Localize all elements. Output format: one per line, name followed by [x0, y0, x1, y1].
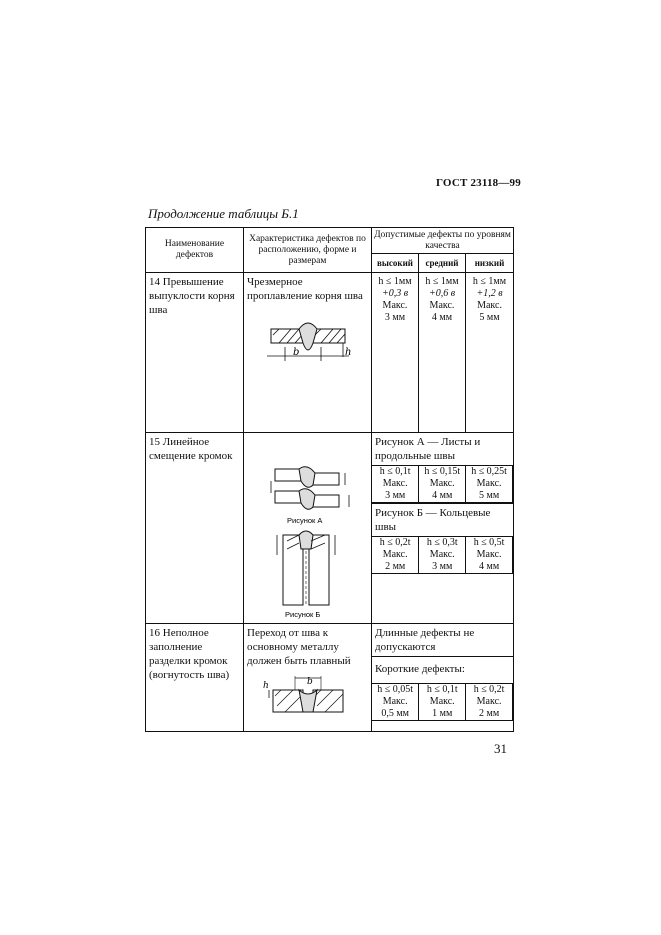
- value-line: h ≤ 0,05t: [377, 684, 414, 695]
- row15-name: 15 Линейное смещение кромок: [146, 433, 244, 624]
- page-number: 31: [494, 741, 507, 756]
- figure-label-h: h: [344, 347, 351, 358]
- figure-b-title: Рисунок Б — Кольцевые швы: [372, 503, 513, 536]
- header-level-medium: средний: [419, 254, 466, 273]
- value-line: +0,3 в: [381, 288, 409, 299]
- value-line: h ≤ 0,25t: [471, 466, 507, 477]
- value-line: h ≤ 0,15t: [424, 466, 461, 477]
- value-line: 4 мм: [432, 490, 453, 501]
- row16-characteristic-text: Переход от шва к основному металлу должен быть плавный: [247, 627, 351, 667]
- value-line: Макс.: [476, 549, 502, 560]
- value-line: h ≤ 0,5t: [473, 537, 505, 548]
- value-line: Макс.: [382, 549, 408, 560]
- value-line: 5 мм: [479, 490, 500, 501]
- row16-name: 16 Неполное заполнение разделки кромок (вогнутость шва): [146, 624, 244, 732]
- header-allowed: Допустимые дефекты по уровням качества: [372, 228, 514, 254]
- value-line: Макс.: [429, 696, 455, 707]
- value-line: h ≤ 0,1t: [379, 466, 411, 477]
- row14-name: 14 Превышение выпуклости корня шва: [146, 273, 244, 433]
- row14-low: [466, 273, 514, 433]
- figure-a-medium: [419, 466, 466, 503]
- figure-a-levels: [372, 465, 513, 503]
- value-line: Макс.: [382, 478, 408, 489]
- header-level-high: высокий: [372, 254, 419, 273]
- short-low: [466, 684, 513, 721]
- figure-b-medium: [419, 537, 466, 574]
- row15-levels: [372, 433, 514, 624]
- figure-label-b: b: [306, 677, 313, 687]
- value-line: h ≤ 1мм: [472, 276, 507, 287]
- row16-characteristic: [244, 624, 372, 732]
- value-line: 3 мм: [432, 561, 453, 572]
- value-line: h ≤ 0,2t: [379, 537, 411, 548]
- row14-characteristic-text: Чрезмерное проплавление корня шва: [247, 276, 363, 302]
- header-name: Наименование дефектов: [146, 228, 244, 273]
- figure-a-label: Рисунок А: [286, 516, 322, 525]
- figure-b-low: [466, 537, 513, 574]
- value-line: 3 мм: [384, 312, 406, 323]
- document-code: ГОСТ 23118—99: [436, 177, 521, 189]
- value-line: Макс.: [476, 696, 502, 707]
- short-defects-note: Короткие дефекты:: [372, 656, 513, 683]
- underfill-figure: [263, 672, 353, 718]
- row14-high: [372, 273, 419, 433]
- figure-b: [277, 531, 335, 619]
- figure-a-title: Рисунок А — Листы и продольные швы: [375, 436, 481, 462]
- value-line: 2 мм: [385, 561, 406, 572]
- value-line: Макс.: [476, 478, 502, 489]
- value-line: +0,6 в: [428, 288, 456, 299]
- table-caption: Продолжение таблицы Б.1: [148, 206, 299, 221]
- row15-characteristic: [244, 433, 372, 624]
- figure-label-b: b: [292, 347, 299, 358]
- figure-b-levels: [372, 536, 513, 574]
- value-line: 4 мм: [479, 561, 500, 572]
- short-defects-levels: [372, 683, 513, 721]
- value-line: +1,2 в: [476, 288, 503, 299]
- value-line: 0,5 мм: [381, 708, 409, 719]
- value-line: 3 мм: [385, 490, 406, 501]
- value-line: Макс.: [382, 300, 408, 311]
- value-line: Макс.: [429, 549, 455, 560]
- value-line: Макс.: [477, 300, 502, 311]
- figure-b-high: [372, 537, 419, 574]
- value-line: Макс.: [429, 300, 455, 311]
- defects-table: [145, 227, 514, 732]
- figure-a-high: [372, 466, 419, 503]
- figure-a-low: [466, 466, 513, 503]
- value-line: h ≤ 0,1t: [426, 684, 458, 695]
- figure-a: [271, 467, 349, 525]
- value-line: Макс.: [429, 478, 455, 489]
- long-defects-note: Длинные дефекты не допускаются: [375, 627, 475, 653]
- value-line: Макс.: [382, 696, 408, 707]
- short-medium: [419, 684, 466, 721]
- row16-levels: [372, 624, 514, 732]
- value-line: 5 мм: [479, 312, 500, 323]
- value-line: 2 мм: [479, 708, 500, 719]
- figure-label-h: h: [262, 681, 269, 691]
- edge-misalignment-figures: [263, 461, 353, 621]
- figure-b-label: Рисунок Б: [284, 610, 320, 619]
- value-line: h ≤ 1мм: [378, 276, 412, 287]
- header-characteristic: Характеристика дефектов по расположению, форме и размерам: [244, 228, 372, 273]
- row14-characteristic: [244, 273, 372, 433]
- value-line: 4 мм: [431, 312, 453, 323]
- value-line: h ≤ 1мм: [425, 276, 459, 287]
- row14-medium: [419, 273, 466, 433]
- value-line: h ≤ 0,3t: [426, 537, 458, 548]
- short-high: [372, 684, 419, 721]
- value-line: h ≤ 0,2t: [473, 684, 505, 695]
- header-level-low: низкий: [466, 254, 514, 273]
- value-line: 1 мм: [432, 708, 453, 719]
- root-overfill-figure: [263, 315, 353, 373]
